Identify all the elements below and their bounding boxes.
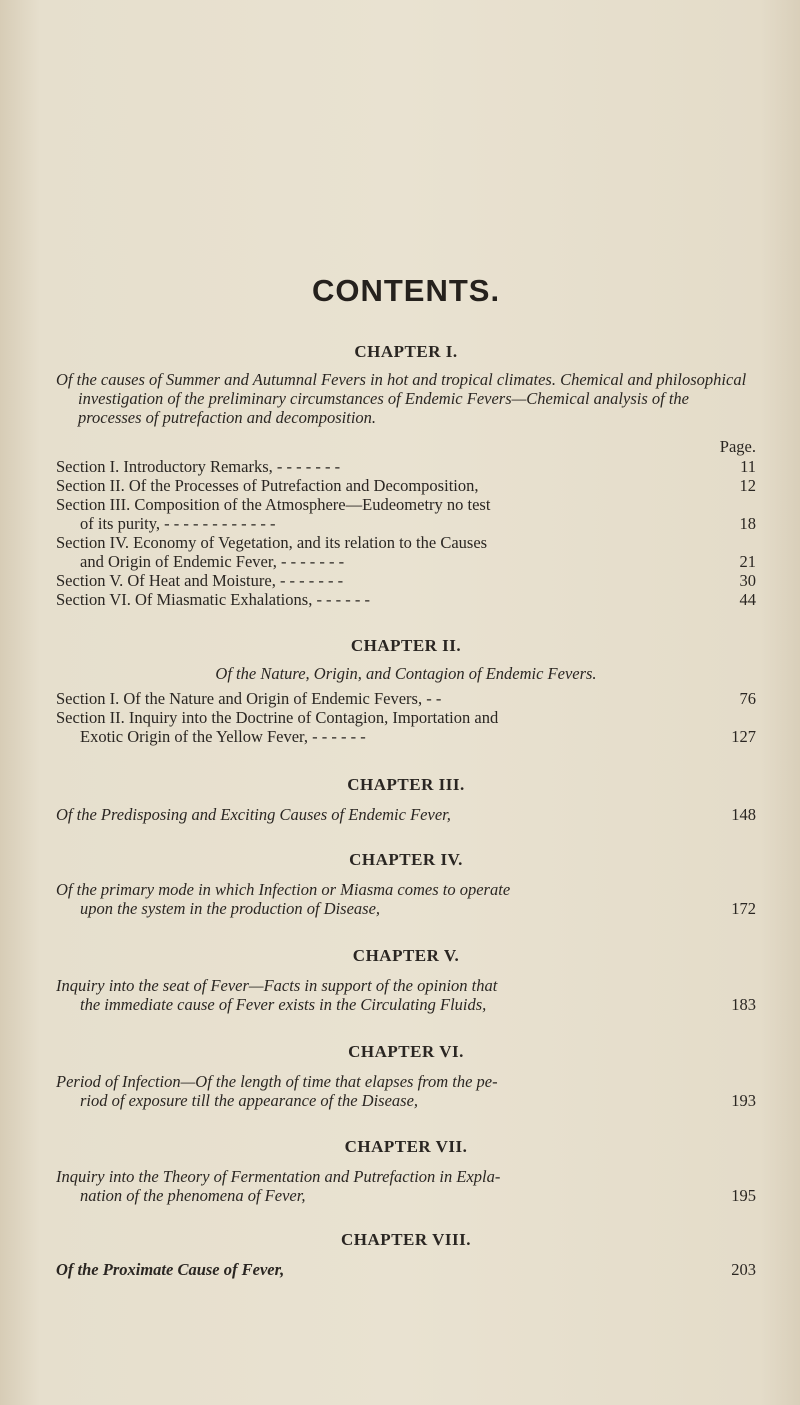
chapter-8: [56, 1230, 756, 1279]
entry-text: riod of exposure till the appearance of the Disease,: [80, 1091, 419, 1110]
entry-text: nation of the phenomena of Fever,: [80, 1186, 306, 1205]
page-number: 76: [739, 689, 756, 708]
toc-entry: [56, 976, 756, 995]
toc-entry-cont: [56, 899, 756, 918]
chapter-heading: CHAPTER IV.: [349, 850, 463, 869]
chapter-4: [56, 850, 756, 918]
entry-text: Of the primary mode in which Infection or Miasma comes to operate: [56, 880, 511, 899]
page-number: 18: [739, 514, 756, 533]
chapter-subtitle: Of the Nature, Origin, and Contagion of Endemic Fevers.: [215, 664, 597, 683]
toc-entry-cont: [56, 1186, 756, 1205]
toc-entry: [56, 1072, 756, 1091]
chapter-heading: CHAPTER V.: [352, 946, 460, 965]
entry-text: the immediate cause of Fever exists in the Circulating Fluids,: [80, 995, 487, 1014]
page-number: 21: [739, 552, 756, 571]
page-number: 172: [731, 899, 756, 918]
entry-text: Of the Predisposing and Exciting Causes of Endemic Fever,: [56, 805, 451, 824]
toc-section-entry: [56, 571, 756, 590]
chapter-5: [56, 946, 756, 1014]
toc-entry-cont: [56, 1091, 756, 1110]
section-text: Section I. Introductory Remarks, - - - - - - -: [56, 457, 341, 476]
page-number: 195: [731, 1186, 756, 1205]
toc-entry: [56, 805, 756, 824]
chapter-subtitle: Of the causes of Summer and Autumnal Fevers in hot and tropical climates. Chemical and philosophical investigation of the preliminary circumstances of Endemic Fevers—Chemical analysis of the processes of putrefaction and decomposition.: [56, 370, 747, 427]
chapter-heading: CHAPTER VI.: [348, 1042, 464, 1061]
entry-text: Period of Infection—Of the length of time that elapses from the pe-: [56, 1072, 498, 1091]
section-text: Section II. Of the Processes of Putrefaction and Decomposition,: [56, 476, 479, 495]
chapter-heading: CHAPTER VIII.: [341, 1230, 471, 1249]
section-text: Section I. Of the Nature and Origin of Endemic Fevers, - -: [56, 689, 442, 708]
toc-section-entry: [56, 457, 756, 476]
section-text: Section IV. Economy of Vegetation, and its relation to the Causes: [56, 533, 488, 552]
section-list: [56, 689, 756, 746]
chapter-6: [56, 1042, 756, 1110]
chapter-heading: CHAPTER I.: [354, 342, 458, 361]
chapter-2: [56, 636, 756, 746]
chapter-heading: CHAPTER II.: [350, 636, 462, 655]
section-text: Exotic Origin of the Yellow Fever, - - - - - -: [80, 727, 366, 746]
toc-section-entry: [56, 590, 756, 609]
page-number: 183: [731, 995, 756, 1014]
page-number: 44: [739, 590, 756, 609]
page-number: 193: [731, 1091, 756, 1110]
toc-section-entry-cont: [56, 727, 756, 746]
toc-section-entry: [56, 495, 756, 514]
toc-section-entry: [56, 689, 756, 708]
toc-entry: [56, 1167, 756, 1186]
page-number: 127: [731, 727, 756, 746]
toc-section-entry: [56, 533, 756, 552]
page-number: 148: [731, 805, 756, 824]
section-text: of its purity, - - - - - - - - - - - -: [80, 514, 276, 533]
section-text: Section VI. Of Miasmatic Exhalations, - - - - - -: [56, 590, 371, 609]
section-list: [56, 457, 756, 609]
page-number: 12: [739, 476, 756, 495]
entry-text: Inquiry into the seat of Fever—Facts in support of the opinion that: [56, 976, 498, 995]
entry-text: Inquiry into the Theory of Fermentation and Putrefaction in Expla-: [56, 1167, 501, 1186]
chapter-3: [56, 775, 756, 824]
entry-text: upon the system in the production of Disease,: [80, 899, 381, 918]
page-number: 30: [739, 571, 756, 590]
toc-section-entry: [56, 476, 756, 495]
section-text: Section II. Inquiry into the Doctrine of Contagion, Importation and: [56, 708, 499, 727]
toc-entry: [56, 1260, 756, 1279]
chapter-heading: CHAPTER VII.: [344, 1137, 468, 1156]
page-number: 11: [740, 457, 756, 476]
toc-entry-cont: [56, 995, 756, 1014]
toc-section-entry-cont: [56, 514, 756, 533]
entry-text: Of the Proximate Cause of Fever,: [56, 1260, 285, 1279]
section-text: Section III. Composition of the Atmosphere—Eudeometry no test: [56, 495, 491, 514]
section-text: Section V. Of Heat and Moisture, - - - - - - -: [56, 571, 344, 590]
toc-entry: [56, 880, 756, 899]
chapter-1: [56, 342, 756, 609]
section-text: and Origin of Endemic Fever, - - - - - - -: [80, 552, 345, 571]
page-column-label: Page.: [719, 437, 756, 456]
page-title: CONTENTS.: [311, 273, 501, 308]
chapter-7: [56, 1137, 756, 1205]
toc-section-entry-cont: [56, 552, 756, 571]
page-number: 203: [731, 1260, 756, 1279]
toc-section-entry: [56, 708, 756, 727]
chapter-heading: CHAPTER III.: [347, 775, 465, 794]
